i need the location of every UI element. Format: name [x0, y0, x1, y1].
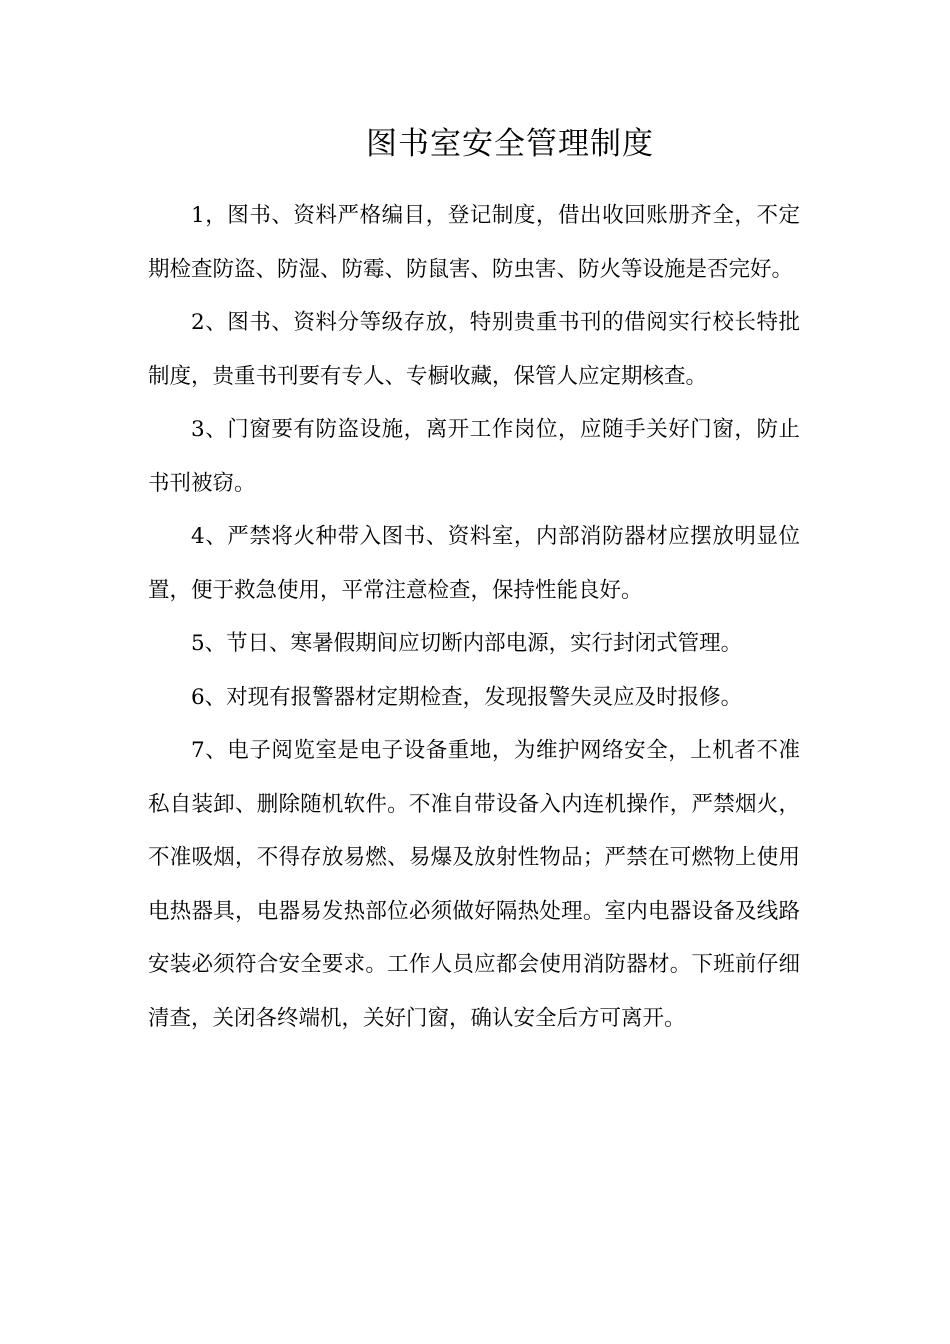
rule-paragraph-6: 6、对现有报警器材定期检查，发现报警失灵应及时报修。	[191, 684, 743, 710]
rule-paragraph-2: 2、图书、资料分等级存放，特别贵重书刊的借阅实行校长特批制度，贵重书刊要有专人、专橱收藏，保管人应定期核查。	[148, 310, 800, 389]
rule-paragraph-7: 7、电子阅览室是电子设备重地，为维护网络安全，上机者不准私自装卸、删除随机软件。不准自带设备入内连机操作，严禁烟火，不准吸烟，不得存放易燃、易爆及放射性物品；严禁在可燃物上使用电热器具，电器易发热部位必须做好隔热处理。室内电器设备及线路安装必须符合安全要求。工作人员应都会使用消防器材。下班前仔细清查，关闭各终端机，关好门窗，确认安全后方可离开。	[148, 738, 800, 1031]
document-body	[148, 189, 800, 1045]
rule-paragraph-5: 5、节日、寒暑假期间应切断内部电源，实行封闭式管理。	[191, 631, 743, 656]
document-title: 图书室安全管理制度	[366, 126, 654, 162]
rule-paragraph-4: 4、严禁将火种带入图书、资料室，内部消防器材应摆放明显位置，便于救急使用，平常注意检查，保持性能良好。	[148, 524, 800, 603]
rule-paragraph-1: 1，图书、资料严格编目，登记制度，借出收回账册齐全，不定期检查防盗、防湿、防霉、防鼠害、防虫害、防火等设施是否完好。	[148, 203, 800, 282]
rule-paragraph-3: 3、门窗要有防盗设施，离开工作岗位，应随手关好门窗，防止书刊被窃。	[148, 417, 800, 496]
